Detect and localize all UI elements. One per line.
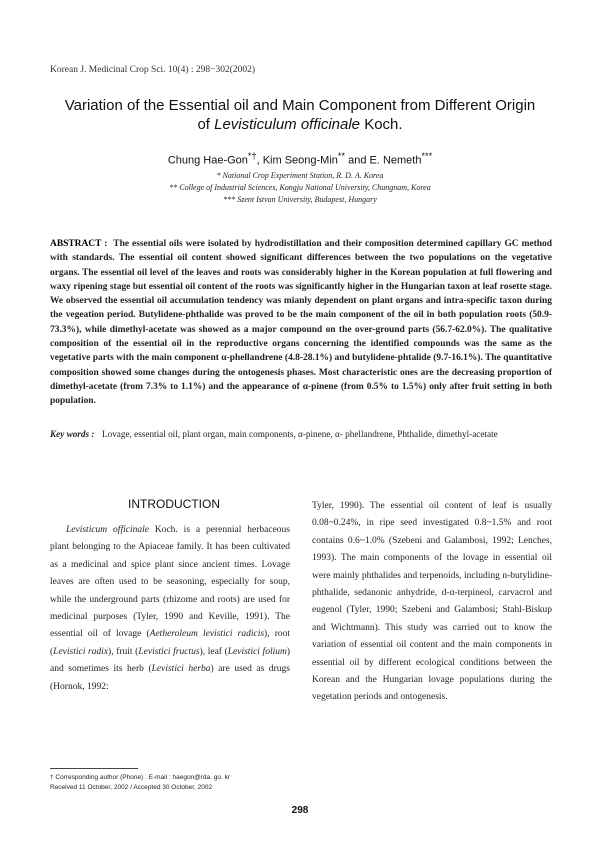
introduction-paragraph-continued: Tyler, 1990). The essential oil content of leaf is usually 0.08~0.24%, in ripe seed investigated 0.8~1.5% and root contains 0.6~1.0% (Szebeni and Galambosi, 1992; Lenches, 1993). The main components of the lovage in essential oil were mainly phthalides and terpenoids, including n-butylidine-phthalide, sedanonic anhydride, d-α-terpineol, carvacrol and eugenol (Tyler, 1990; Szebeni and Galambosi; Stahl-Biskup and Wichtmann). This study was carried out to know the variation of essential oil content and the main components in essential oil by different ecological conditions between the Korean and the Hungarian lovage populations during the vegetation periods and ontogenesis. bbox=[312, 501, 552, 703]
species-name: Levisticum officinale bbox=[66, 525, 149, 535]
affiliation-2: ** College of Industrial Sciences, Kongju National University, Chungnam, Korea bbox=[169, 183, 431, 192]
footnote-corresponding-author: † Corresponding author (Phone) : E-mail : haegon@rda. go. kr bbox=[50, 774, 231, 781]
title-line-2-prefix: of bbox=[197, 116, 215, 133]
affiliations bbox=[40, 170, 560, 206]
author-3-mark: *** bbox=[421, 151, 433, 161]
keywords-text: Lovage, essential oil, plant organ, main components, α-pinene, α- phellandrene, Phthalide, dimethyl-acetate bbox=[102, 429, 498, 439]
affiliation-1: * National Crop Experiment Station, R. D. A. Korea bbox=[216, 171, 384, 180]
intro-text: ) are used as drugs (Hornok, 1992: bbox=[50, 664, 290, 692]
intro-text: ), fruit ( bbox=[108, 646, 139, 657]
journal-citation: Korean J. Medicinal Crop Sci. 10(4) : 298−302(2002) bbox=[50, 65, 256, 75]
page-number: 298 bbox=[291, 805, 309, 816]
intro-text: Koch. is a perennial herbaceous plant belonging to the Apiaceae family. It has been cultivated as a medicinal and spice plant since ancient times. Lovage leaves are often used to be seasoning, especially for soup, while the underground parts (rhizome and roots) are used for medicinal purposes (Tyler, 1990 and Keville, 1991). The essential oil of lovage ( bbox=[50, 525, 290, 640]
author-list bbox=[40, 151, 560, 167]
drug-name: Levistici fructus bbox=[138, 646, 200, 657]
author-3: and E. Nemeth bbox=[345, 154, 422, 167]
intro-text: ), leaf ( bbox=[199, 646, 228, 657]
author-1: Chung Hae-Gon bbox=[167, 154, 248, 167]
section-heading-introduction: INTRODUCTION bbox=[128, 497, 220, 511]
author-2: , Kim Seong-Min bbox=[256, 154, 338, 167]
drug-name: Aetheroleum levistici radicis bbox=[149, 629, 265, 640]
footnote bbox=[50, 773, 230, 793]
intro-text: ) and sometimes its herb ( bbox=[50, 646, 291, 675]
author-1-mark: *† bbox=[247, 151, 257, 161]
paper-title bbox=[40, 96, 560, 134]
footnote-divider bbox=[50, 768, 138, 769]
introduction-paragraph bbox=[50, 522, 290, 696]
title-line-2-suffix: Koch. bbox=[360, 116, 403, 133]
introduction-right-column bbox=[312, 498, 552, 707]
title-line-1: Variation of the Essential oil and Main Component from Different Origin bbox=[64, 97, 536, 114]
abstract bbox=[50, 237, 552, 409]
abstract-text: The essential oils were isolated by hydrodistillation and their composition determined capillary GC method with standards. The essential oil content showed significant differences between the two populations on the vegetative organs. The essential oil level of the leaves and roots was considerably higher in the Korean population at full flowering and waxy ripening stage but essential oil content of the roots was significantly higher in the Hungarian taxon at leaf rosette stage. We observed the essential oil accumulation tendency was mianly dependent on plant organs and intra-specific taxon during the vegeation period. Butylidene-phthalide was proved to be the main component of the oil in both population roots (50.9-73.3%), while dimethyl-acetate was showed as a major compound on the over-ground parts (56.7-62.0%). The qualitative composition of the essential oil in the reproductive organs concerning the identified compounds was the same as the vegetative parts with the main component α-phellandrene (4.8-28.1%) and butylidene-phtalide (9.7-16.1%). The quantitative composition showed some changes during the ontogenesis phases. Most characteristic ones are the decreasing proportion of dimethyl-acetate (from 7.3% to 1.1%) and the appearance of α-pinene (from 0.5% to 1.5%) only after fruit setting in both population. bbox=[50, 239, 552, 407]
keywords-label: Key words : bbox=[50, 429, 95, 439]
intro-text: ), root ( bbox=[50, 629, 291, 657]
affiliation-3: *** Szent Istvan University, Budapest, Hungary bbox=[223, 195, 377, 204]
abstract-label: ABSTRACT : bbox=[50, 239, 108, 249]
drug-name: Levistici herba bbox=[151, 664, 211, 675]
title-species: Levisticulum officinale bbox=[214, 116, 361, 133]
title-line-2 bbox=[40, 115, 560, 134]
author-2-mark: ** bbox=[337, 151, 346, 161]
introduction-left-column bbox=[50, 522, 290, 696]
drug-name: Levistici radix bbox=[53, 646, 109, 657]
keywords bbox=[50, 427, 552, 441]
drug-name: Levistici folium bbox=[227, 646, 287, 657]
footnote-received-dates: Received 11 October, 2002 / Accepted 30 October, 2002 bbox=[50, 784, 213, 791]
